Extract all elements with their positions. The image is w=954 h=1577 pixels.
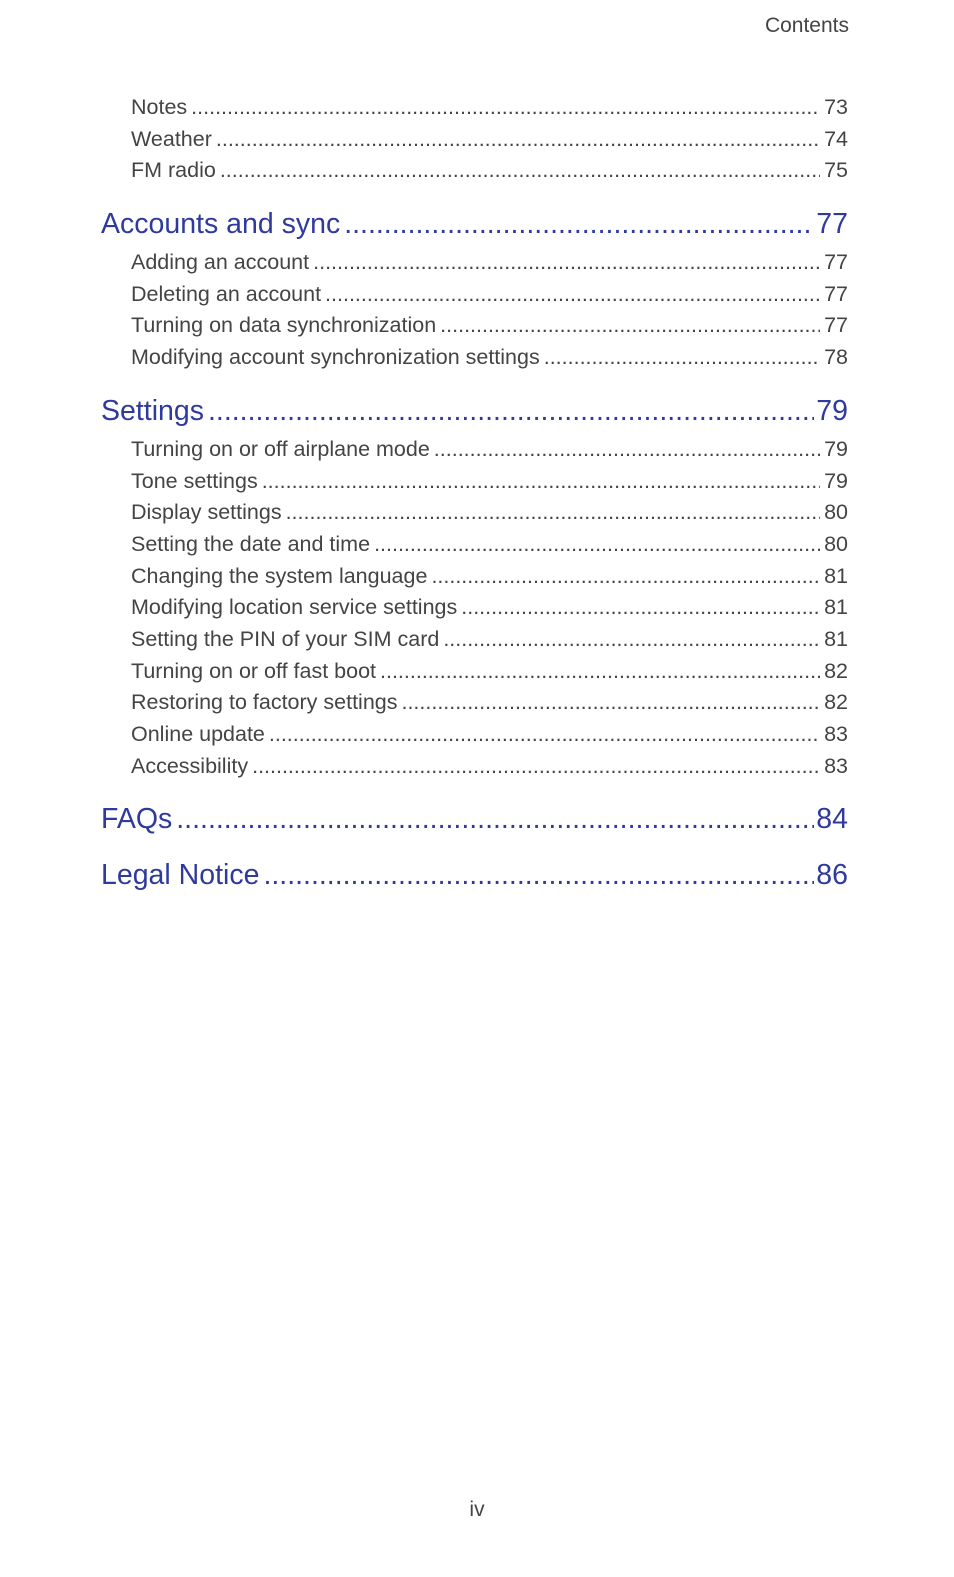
toc-entry-title: Turning on data synchronization (131, 313, 437, 338)
toc-entry-title: Adding an account (131, 250, 310, 275)
toc-entry-page: 77 (824, 250, 848, 275)
toc-chapter-title: Settings (101, 394, 204, 427)
toc-chapter-page: 86 (816, 859, 848, 892)
dot-leader (443, 624, 820, 656)
toc-entry-location-service[interactable] (101, 592, 848, 624)
toc-entry-page: 83 (824, 753, 848, 778)
toc-entry-page: 81 (824, 563, 848, 588)
dot-leader (344, 201, 814, 247)
toc-entry-page: 73 (824, 95, 848, 119)
dot-leader (216, 124, 820, 156)
toc-entry-title: Setting the date and time (131, 531, 371, 556)
dot-leader (374, 529, 820, 561)
dot-leader (461, 592, 820, 624)
page-number: iv (469, 1498, 485, 1521)
dot-leader (220, 155, 820, 187)
dot-leader (380, 656, 820, 688)
toc-entry-online-update[interactable] (101, 719, 848, 751)
toc-entry-page: 81 (824, 595, 848, 620)
toc-chapter-faqs[interactable] (101, 796, 848, 842)
toc-entry-page: 83 (824, 722, 848, 746)
toc-entry-title: Changing the system language (131, 563, 428, 588)
toc-chapter-page: 77 (816, 208, 848, 241)
toc-chapter-page: 79 (816, 394, 848, 427)
dot-leader (544, 342, 820, 374)
dot-leader (431, 561, 820, 593)
toc-entry-title: Turning on or off airplane mode (131, 436, 430, 461)
toc-entry-page: 77 (824, 313, 848, 338)
toc-chapter-title: FAQs (101, 803, 173, 836)
toc-chapter-settings[interactable] (101, 388, 848, 434)
toc-chapter-title: Legal Notice (101, 859, 260, 892)
toc-entry-page: 79 (824, 468, 848, 493)
toc-entry-title: Accessibility (131, 753, 249, 778)
toc-entry-tone-settings[interactable] (101, 466, 848, 498)
toc-entry-title: Notes (131, 95, 188, 119)
toc-entry-sim-pin[interactable] (101, 624, 848, 656)
toc-entry-page: 79 (824, 436, 848, 461)
toc-entry-page: 74 (824, 126, 848, 151)
toc-entry-notes[interactable] (101, 92, 848, 124)
toc-entry-accessibility[interactable] (101, 751, 848, 783)
toc-entry-deleting-account[interactable] (101, 279, 848, 311)
dot-leader (286, 497, 821, 529)
table-of-contents (101, 92, 848, 898)
toc-entry-title: Tone settings (131, 468, 258, 493)
toc-entry-page: 80 (824, 500, 848, 525)
dot-leader (313, 247, 820, 279)
toc-entry-title: Online update (131, 722, 265, 746)
toc-entry-adding-account[interactable] (101, 247, 848, 279)
dot-leader (263, 852, 814, 898)
toc-entry-title: Turning on or off fast boot (131, 658, 377, 683)
toc-entry-modify-sync[interactable] (101, 342, 848, 374)
toc-entry-title: Weather (131, 126, 212, 151)
dot-leader (176, 796, 814, 842)
toc-chapter-accounts-and-sync[interactable] (101, 201, 848, 247)
toc-entry-title: Modifying account synchronization settings (131, 345, 540, 370)
toc-entry-title: FM radio (131, 158, 216, 183)
dot-leader (269, 719, 820, 751)
toc-entry-airplane-mode[interactable] (101, 434, 848, 466)
toc-entry-page: 82 (824, 690, 848, 715)
toc-entry-date-time[interactable] (101, 529, 848, 561)
dot-leader (262, 466, 820, 498)
toc-entry-fast-boot[interactable] (101, 656, 848, 688)
toc-entry-system-language[interactable] (101, 561, 848, 593)
toc-entry-display-settings[interactable] (101, 497, 848, 529)
toc-entry-page: 75 (824, 158, 848, 183)
toc-entry-page: 77 (824, 281, 848, 306)
toc-entry-title: Modifying location service settings (131, 595, 458, 620)
toc-entry-title: Setting the PIN of your SIM card (131, 626, 440, 651)
toc-entry-page: 78 (824, 345, 848, 370)
toc-chapter-legal-notice[interactable] (101, 852, 848, 898)
dot-leader (191, 92, 820, 124)
dot-leader (401, 687, 820, 719)
dot-leader (440, 310, 820, 342)
toc-entry-fm-radio[interactable] (101, 155, 848, 187)
toc-entry-page: 82 (824, 658, 848, 683)
toc-chapter-page: 84 (816, 803, 848, 836)
dot-leader (434, 434, 820, 466)
toc-entry-title: Display settings (131, 500, 282, 525)
toc-entry-title: Restoring to factory settings (131, 690, 398, 715)
toc-entry-factory-reset[interactable] (101, 687, 848, 719)
toc-entry-page: 81 (824, 626, 848, 651)
dot-leader (208, 388, 814, 434)
toc-entry-title: Deleting an account (131, 281, 322, 306)
dot-leader (325, 279, 820, 311)
dot-leader (252, 751, 820, 783)
toc-chapter-title: Accounts and sync (101, 208, 341, 241)
toc-entry-weather[interactable] (101, 124, 848, 156)
running-header: Contents (764, 14, 849, 37)
toc-entry-data-sync[interactable] (101, 310, 848, 342)
toc-entry-page: 80 (824, 531, 848, 556)
